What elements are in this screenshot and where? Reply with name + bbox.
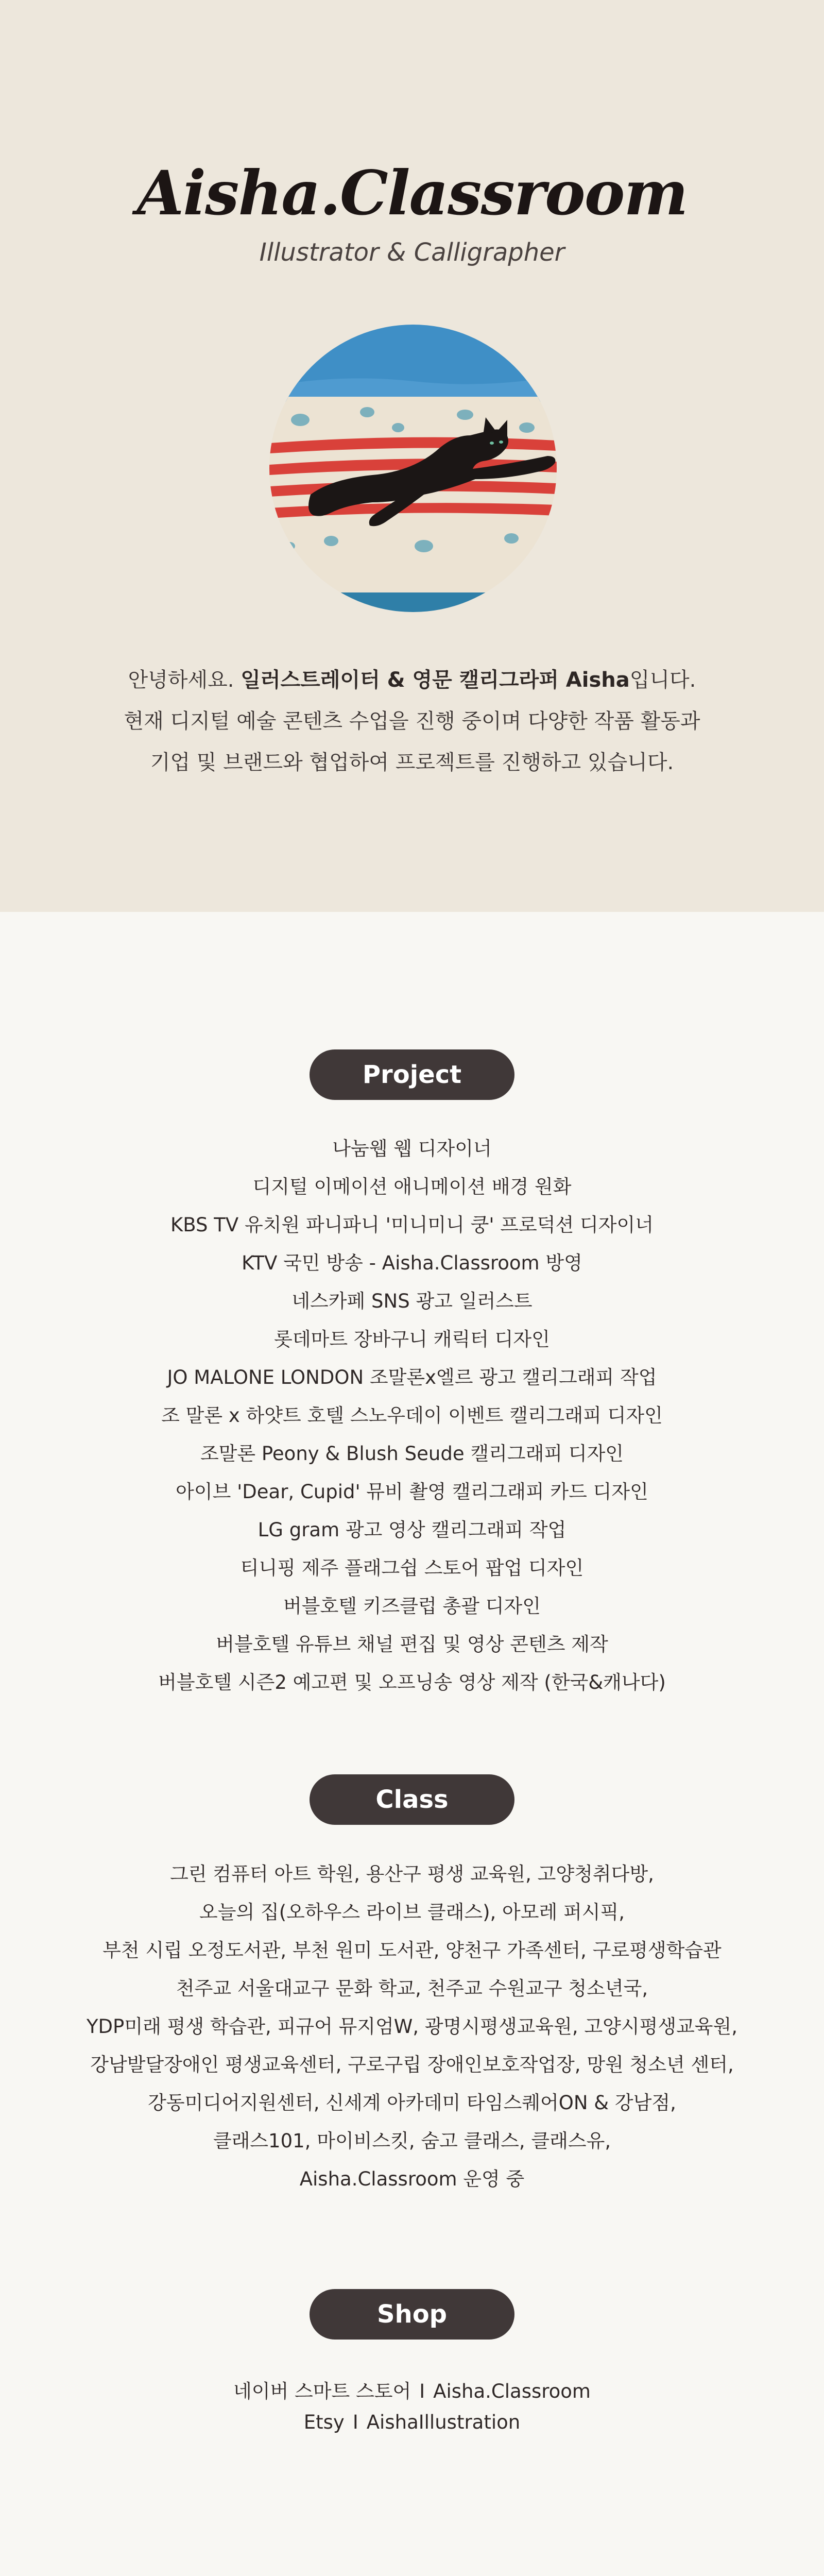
intro-line-1-bold: 일러스트레이터 & 영문 캘리그라퍼 Aisha [241,668,630,692]
shop-store-name[interactable]: 네이버 스마트 스토어 [233,2380,411,2402]
project-item: 조말론 Peony & Blush Seude 캘리그래피 디자인 [200,1443,624,1465]
shop-separator: I [352,2411,358,2433]
class-item: 강동미디어지원센터, 신세계 아카데미 타임스퀘어ON & 강남점, [148,2092,676,2114]
brand-subtitle: Illustrator & Calligrapher [259,238,565,267]
project-item: 네스카페 SNS 광고 일러스트 [291,1290,533,1312]
project-item: KBS TV 유치원 파니파니 '미니미니 쿵' 프로덕션 디자이너 [170,1214,654,1236]
project-item: 조 말론 x 하얏트 호텔 스노우데이 이벤트 캘리그래피 디자인 [161,1404,663,1427]
shop-account-name[interactable]: AishaIllustration [366,2411,521,2433]
intro-line-1-suffix: 입니다. [629,668,696,692]
project-item: 버블호텔 키즈클럽 총괄 디자인 [283,1595,541,1617]
shop-separator: I [419,2380,425,2402]
class-item: YDP미래 평생 학습관, 피규어 뮤지엄W, 광명시평생교육원, 고양시평생교육원, [86,2015,738,2038]
shop-link-etsy[interactable] [0,2407,824,2438]
class-item: 그린 컴퓨터 아트 학원, 용산구 평생 교육원, 고양청취다방, [170,1863,654,1885]
project-heading: Project [310,1049,514,1100]
hero-section [0,0,824,912]
class-item: 클래스101, 마이비스킷, 숨고 클래스, 클래스유, [213,2130,611,2152]
shop-links [0,2376,824,2438]
project-item: 디지털 이메이션 애니메이션 배경 원화 [252,1176,572,1198]
class-item: Aisha.Classroom 운영 중 [299,2168,525,2190]
project-item: LG gram 광고 영상 캘리그래피 작업 [258,1519,566,1541]
shop-link-naver[interactable] [0,2376,824,2407]
shop-account-name[interactable]: Aisha.Classroom [433,2380,591,2402]
project-item: 티니핑 제주 플래그쉽 스토어 팝업 디자인 [240,1557,584,1579]
project-item: 버블호텔 시즌2 예고편 및 오프닝송 영상 제작 (한국&캐나다) [158,1671,666,1693]
project-item: 아이브 'Dear, Cupid' 뮤비 촬영 캘리그래피 카드 디자인 [176,1481,648,1503]
brand-title: Aisha.Classroom [136,157,688,229]
black-cat-avatar-icon [269,325,557,612]
shop-store-name[interactable]: Etsy [303,2411,345,2433]
project-item: JO MALONE LONDON 조말론x엘르 광고 캘리그래피 작업 [167,1366,657,1388]
intro-line-3: 기업 및 브랜드와 협업하여 프로젝트를 진행하고 있습니다. [150,751,674,774]
project-item: 롯데마트 장바구니 캐릭터 디자인 [274,1328,550,1350]
class-item: 강남발달장애인 평생교육센터, 구로구립 장애인보호작업장, 망원 청소년 센터, [90,2054,734,2076]
class-item: 부천 시립 오정도서관, 부천 원미 도서관, 양천구 가족센터, 구로평생학습관 [102,1939,722,1961]
intro-line-1 [0,659,824,701]
intro-line-2: 현재 디지털 예술 콘텐츠 수업을 진행 중이며 다양한 작품 활동과 [124,709,700,733]
project-item: 버블호텔 유튜브 채널 편집 및 영상 콘텐츠 제작 [216,1633,608,1655]
class-item: 오늘의 집(오하우스 라이브 클래스), 아모레 퍼시픽, [199,1901,625,1923]
project-list [0,1130,824,1702]
intro-text [0,659,824,783]
class-heading: Class [310,1774,514,1825]
intro-line-1-prefix: 안녕하세요. [128,668,241,692]
class-item: 천주교 서울대교구 문화 학교, 천주교 수원교구 청소년국, [176,1977,648,1999]
shop-heading: Shop [310,2289,514,2340]
project-item: 나눔웹 웹 디자이너 [332,1138,492,1160]
project-item: KTV 국민 방송 - Aisha.Classroom 방영 [242,1252,582,1274]
class-list [0,1855,824,2198]
